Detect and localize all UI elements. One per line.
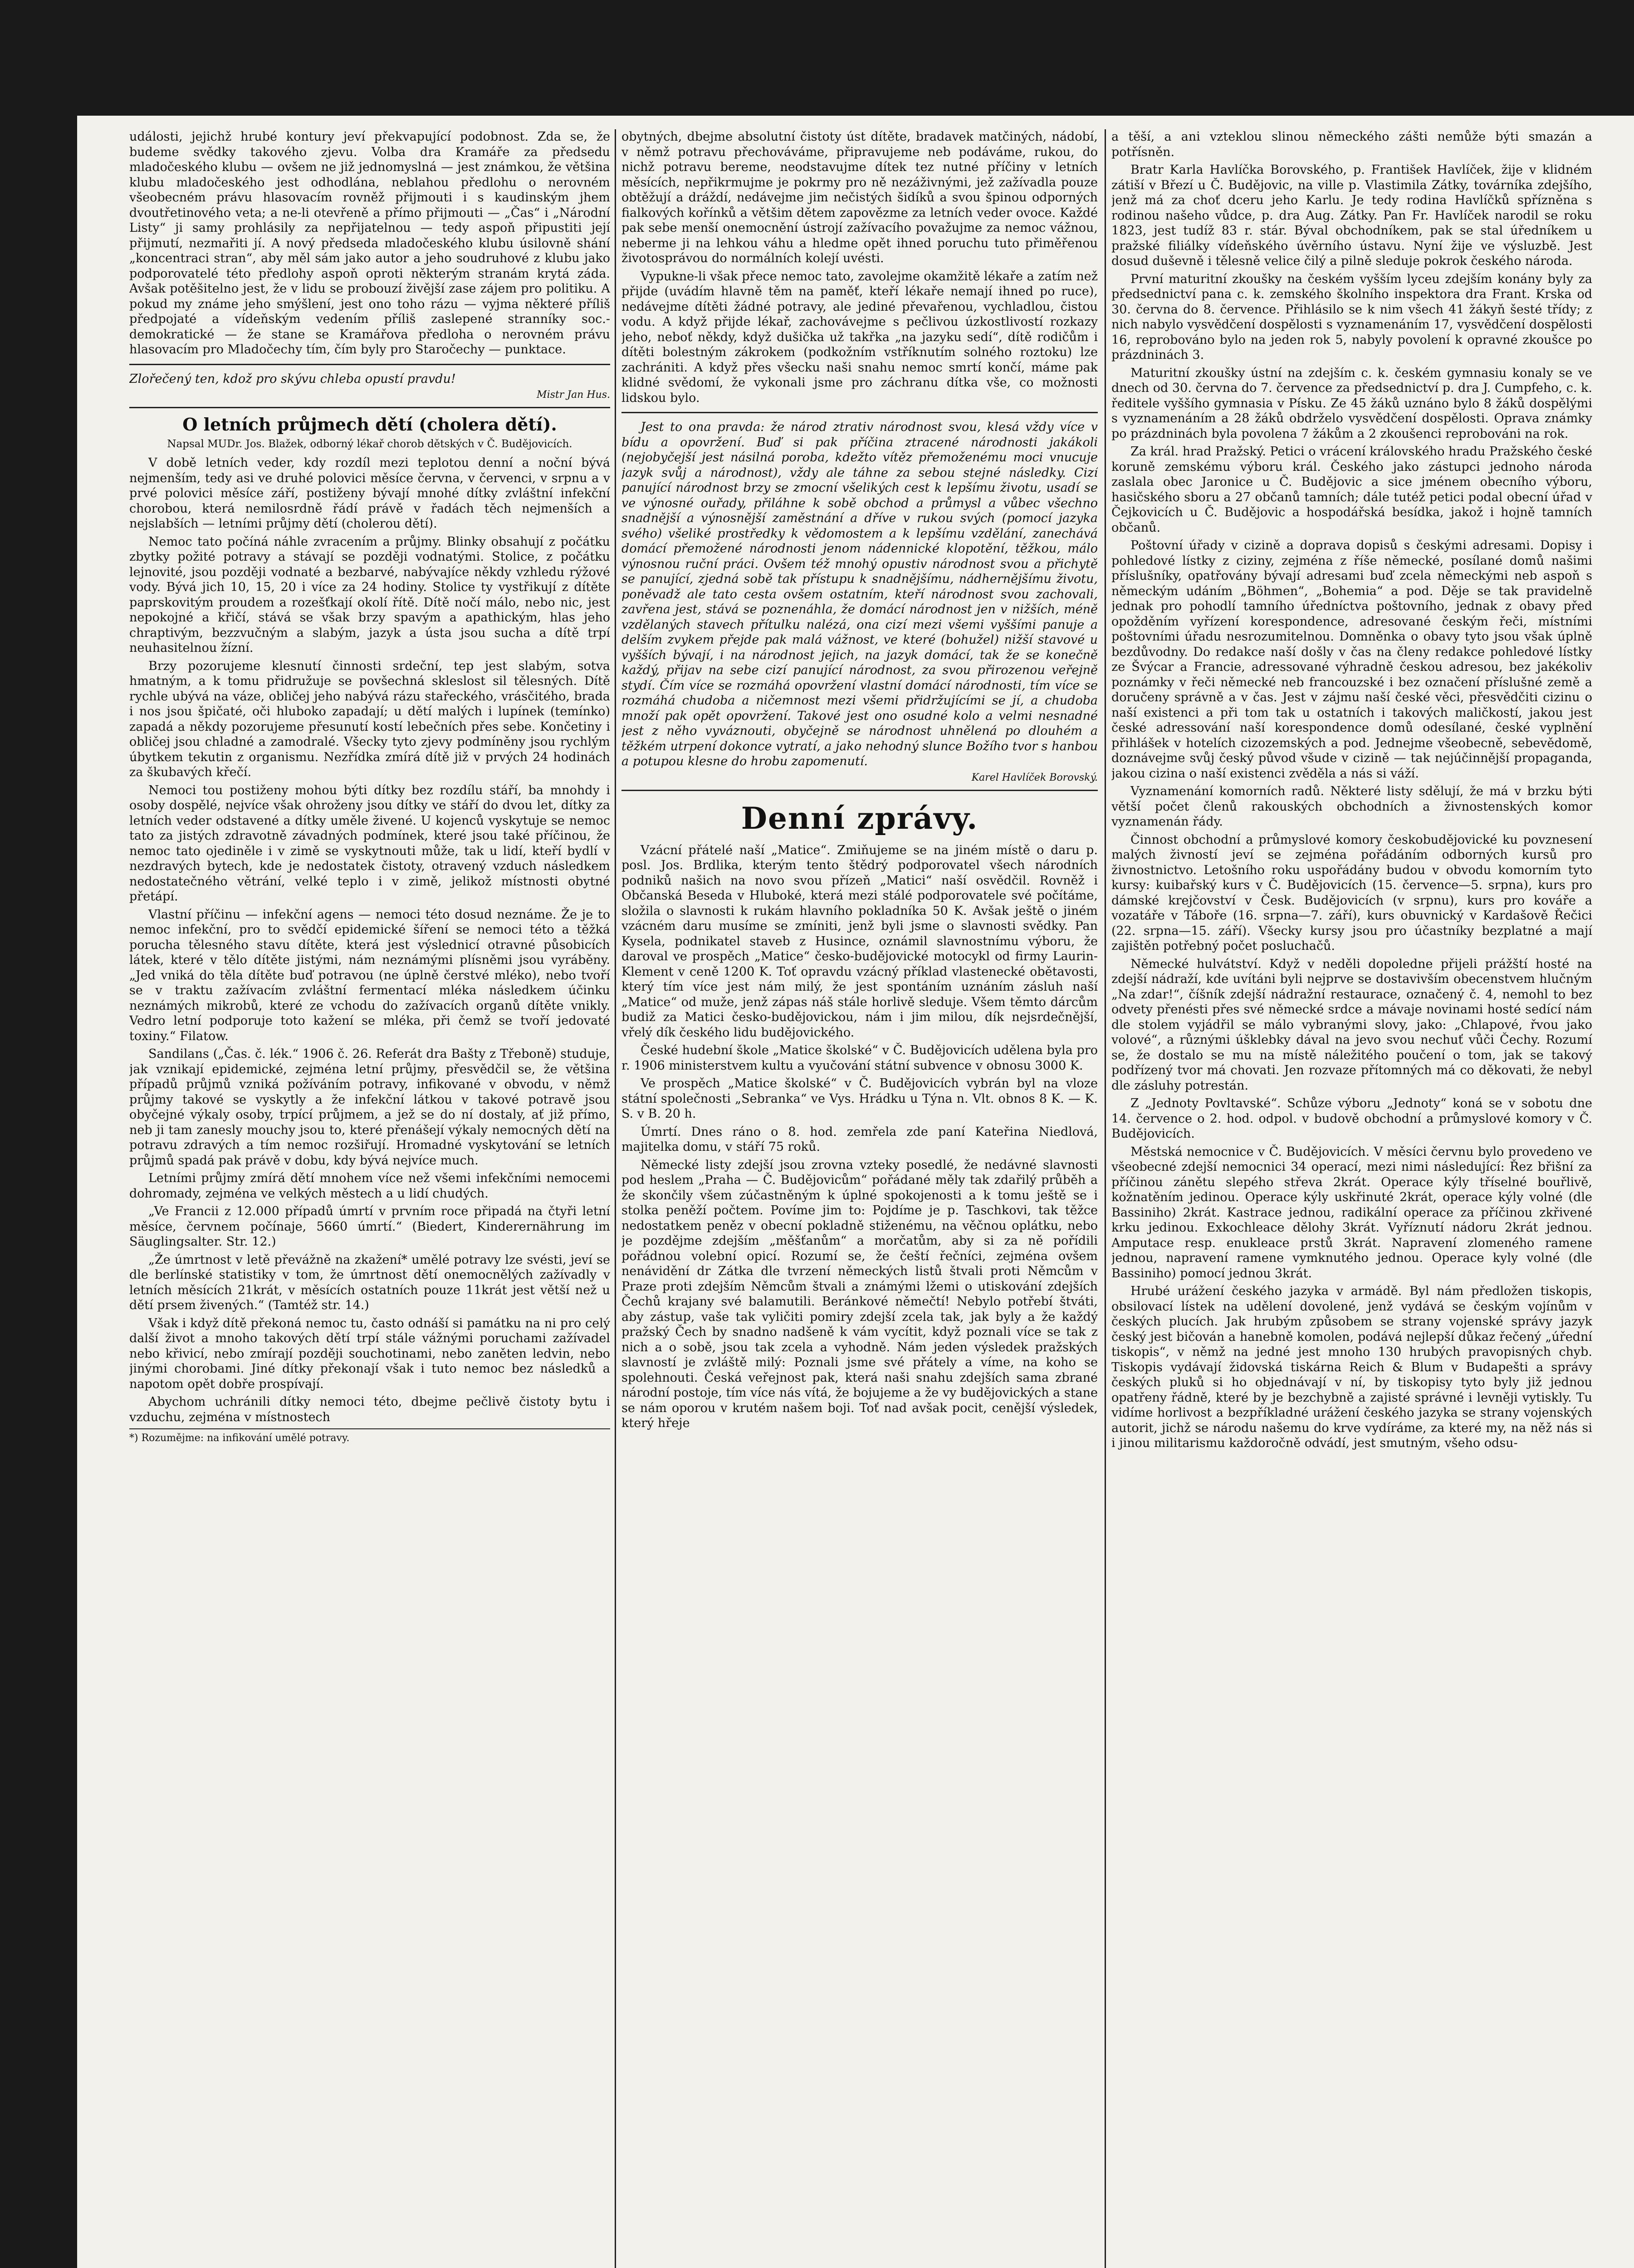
divider [621, 412, 1098, 413]
column-right [1111, 129, 1592, 2268]
news-item: Bratr Karla Havlíčka Borovského, p. František Havlíček, žije v klidném zátiší v Březí u Č. Budějovic, na ville p. Vlastimila Zátky, továrníka zdejšího, jenž má za choť dceru jeho Karlu. Je tedy rodina Havlíčků spřízněna s rodinou našeho vůdce, p. dra Aug. Zátky. Pan Fr. Havlíček narodil se roku 1823, jest tudíž 83 r. stár. Býval obchodníkem, pak se stal úředníkem u pražské filiálky vídeňského úvěrního ústavu. Nyní žije ve výsluzbě. Jest dosud duševně i tělesně velice čilý a pilně sleduje pokrok českého národa. [1111, 163, 1592, 268]
article-paragraph: Sandilans („Čas. č. lék.“ 1906 č. 26. Referát dra Bašty z Třeboně) studuje, jak vznikají epidemické, zejména letní průjmy, přesvědčil se, že většina případů průjmů vzniká požíváním potravy, infikované v obvodu, v němž průjmy takové se vyskytly a že infekční látkou v takové potravě jsou obyčejné výkaly osoby, trpící průjmem, a jež se do ní dostaly, ať již přímo, neb ji tam zanesly mouchy jsou to, které přenášejí výkaly nemocných dětí na potravu zdravých a tím nemoc rozšiřují. Hromadné vyskytování se letních průjmů spadá pak právě v dobu, kdy bývá nejvíce much. [129, 1047, 610, 1168]
section-title-denni-zpravy: Denní zprávy. [741, 800, 978, 836]
divider [129, 364, 610, 365]
article-paragraph: Vlastní příčinu — infekční agens — nemoci této dosud neznáme. Že je to nemoc infekční, pro to svědčí epidemické šíření se nemoci této a těžká porucha tělesného stavu dítěte, která jest výslednicí otravné působicích látek, které v tělo dítěte jistými, nám neznámými plísněmi jsou vyráběny. „Jed vniká do těla dítěte buď potravou (ne úplně čerstvé mléko), nebo tvoří se v traktu zažívacím zvláštní fermentací mléka následkem účinku neznámých mikrobů, které ze vchodu do zažívacích organů dítěte vnikly. Vedro letní podporuje toto kažení se mléka, při čemž se tvoří jedovaté toxiny.“ Filatow. [129, 907, 610, 1043]
footnote: *) Rozumějme: na infikování umělé potravy. [129, 1428, 610, 1445]
article-byline: Napsal MUDr. Jos. Blažek, odborný lékař chorob dětských v Č. Budějovicích. [167, 438, 572, 450]
column-left [129, 129, 610, 2268]
news-item: Hrubé urážení českého jazyka v armádě. Byl nám předložen tiskopis, obsilovací lístek na udělení dovolené, jenž vydává se českým vojínům v českých plucích. Jak hrubým způsobem se strany vojenské správy jazyk český jest bičován a hanebně komolen, podává nejlepší důkaz řečený „úřední tiskopis“, v němž na jedné jest mnoho 130 hrubých pravopisných chyb. Tiskopis vydávají židovská tiskárna Reich & Blum v Budapešti a správy českých pluků si ho objednávají v ní, by tiskopisy tyto byly již jednou opatřeny řádně, které by je bezchybně a zajisté správné i levněji vytiskly. Tu vidíme horlivost a bezpříkladné urážení českého jazyka se strany vojenských autorit, jichž se národu našemu do krve vydíráme, za které my, na něž nás si i jinou militarismu každoročně odvádí, jest smutným, všeho odsu- [1111, 1284, 1592, 1450]
news-item: Ve prospěch „Matice školské“ v Č. Budějovicích vybrán byl na vloze státní společnosti „Sebranka“ ve Vys. Hrádku u Týna n. Vlt. obnos 8 K. — K. S. v B. 20 h. [621, 1076, 1098, 1121]
news-item: Maturitní zkoušky ústní na zdejším c. k. českém gymnasiu konaly se ve dnech od 30. června do 7. července za předsednictví p. dra J. Cumpfeho, c. k. ředitele vyššího gymnasia v Písku. Ze 45 žáků uznáno bylo 8 žáků dospělými s vyznamenáním a 28 žáků obdrželo vysvědčení dospělosti. Oprava známky po prázdninách byla povolena 7 žákům a 2 zkoušenci reprobováni na rok. [1111, 366, 1592, 441]
news-item: Za král. hrad Pražský. Petici o vrácení královského hradu Pražského české koruně zemskému výboru král. Českého jako zástupci jednoho národa zaslala obec Jaronice u Č. Budějovic a sice jménem obecního výboru, hasičského sboru a 27 občanů tamních; dále tutéž petici podal obecní úřad v Čejkovicích u Č. Budějovic a hospodářská besídka, jakož i hojně tamních občanů. [1111, 445, 1592, 535]
article-paragraph: V době letních veder, kdy rozdíl mezi teplotou denní a noční bývá nejmenším, tedy asi ve druhé polovici měsíce června, v červenci, v srpnu a v prvé polovici měsíce září, postiženy bývají mnohé dítky zvláštní infekční chorobou, která nemilosrdně řádí právě v řadách těch nejmenších a nejslabších — letními průjmy dětí (cholerou dětí). [129, 456, 610, 531]
havlicek-signature: Karel Havlíček Borovský. [971, 772, 1098, 783]
havlicek-quote: Jest to ona pravda: že národ ztrativ národnost svou, klesá vždy více v bídu a opovržení. Buď si pak příčina ztracené národnosti jakákoli (nejobyčejší jest násilná poroba, kdežto vítěz přemoženému moci vnucuje jazyk svůj a národnost), vždy ale táhne za sebou stejné následky. Cizí panující národnost brzy se zmocní všelikých cest k lepšímu životu, usadí se ve výnosné ouřady, přiláhne k sobě obchod a průmysl a vůbec všechno snadnější a výnosnější zaměstnání a dříve v rukou svých (pomocí jazyka svého) všeliké prostředky k vědomostem a k lepšímu vzdělání, zanechává domácí přemožené národnosti jenom nádennické klopotění, těžkou, málo výnosnou ruční práci. Ovšem též mnohý opustiv národnost svou a přichytě se panující, zjedná sobě tak přístupu k snadnějšímu, nádhernějšímu životu, poněvadž ale tato cesta ovšem ostatním, kteří národnost svou zachovali, zavřena jest, stává se poznenáhla, že domácí národnost jen v nižších, méně vzdělaných stavech přítulku nalézá, ona cizí mezi všemi vyššími panuje a delším zvykem přejde pak malá vážnost, ve které (bohužel) nižší stavové u vyšších bývají, i na národnost jejich, na jazyk domácí, tak že se konečně každý, přijav na sebe cizí panující národnost, za svou přirozenou veřejně stydí. Čím více se rozmáhá opovržení vlastní domácí národnosti, tím více se rozmáhá chudoba a ničemnost mezi všemi přidržujícími se jí, a chudoba množí pak opět opovržení. Takové jest ono osudné kolo a velmi nesnadné jest z něho vyváznouti, obyčejně se národnost uhnělená po dlouhém a těžkém utrpení dokonce vytratí, a jako nehodný slunce Božího tvor s hanbou a potupou klesne do hrobu zapomenutí. [621, 420, 1098, 768]
news-item: Vzácní přátelé naší „Matice“. Zmiňujeme se na jiném místě o daru p. posl. Jos. Brdlika, kterým tento štědrý podporovatel všech národních podniků našich na novo svou přízeň „Matici“ naší osvědčil. Rovněž i Občanská Beseda v Hluboké, která mezi stálé podporovatele své počítáme, složila o slavnosti k rukám hlavního pokladníka 50 K. Avšak ještě o jiném vzácném daru musíme se zmíniti, jenž byli jsme o slavnosti svědky. Pan Kysela, podnikatel staveb z Husince, oznámil slavnostnímu výboru, že daroval ve prospěch „Matice“ česko-budějovické motocykl od firmy Laurin-Klement v ceně 1200 K. Toť opravdu vzácný příklad vlastenecké obětavosti, který tím více jest nám milý, že jest spontáním uznáním zásluh naší „Matice“ od muže, jenž zápas náš stále horlivě sleduje. Všem těmto dárcům budiž za Matici česko-budějovickou, nám i jim milou, dík nejsrdečnější, vřelý dík českého lidu budějovického. [621, 843, 1098, 1040]
divider [129, 407, 610, 408]
article-paragraph: Nemoc tato počíná náhle zvracením a průjmy. Blinky obsahují z počátku zbytky požité potravy a stávají se později vodnatými. Stolice, z počátku lejnovité, jsou později vodnaté a bezbarvé, nabývajíce někdy vzhledu rýžové vody. Bývá jich 10, 15, 20 i více za 24 hodiny. Stolice ty vystřikují z dítěte paprskovitým proudem a rozešťkají okolí řítě. Dítě nočí málo, nebo nic, jest nepokojné a křičí, stává se však brzy spavým a apathickým, hlas jeho chraptivým, bezzvučným a slabým, jazyk a ústa jsou sucha a dítě trpí neuhasitelnou žízní. [129, 534, 610, 655]
news-item: Německé listy zdejší jsou zrovna vzteky posedlé, že nedávné slavnosti pod heslem „Praha — Č. Budějovicům“ pořádané měly tak zdařilý průběh a že skončily všem zúčastněným k úplné spokojenosti a k tomu ještě se i stolka peněží počtem. Povíme jim to: Pojdíme je p. Taschkovi, tak těžce nedostatkem peněz v obecní pokladně stiženému, na věčnou oplátku, nebo je pozdějme zdejším „měšťanům“ a morčatům, aby si za ně pořídili pořádnou volební opicí. Rozumí se, že čeští řečníci, zejména ovšem nenávidění dr Zátka dle tvrzení německých listů štvali proti Němcům v Praze proti zdejším Němcům štvali a známými lžemi o utiskování zdejších Čechů krajany své balamutili. Beránkové němečtí! Nebylo potřebí štváti, aby zástup, vaše tak vyličiti pomiry zdejší zcela tak, jak byly a že každý pražský Čech by snadno nadšeně k vám vycítit, když poznali více se tak z nich a o sobě, jsou tak zcela a vyhodně. Nám jeden výsledek pražských slavností je zvláště milý: Poznali jsme své přátely a víme, na koho se spolehnouti. Česká veřejnost pak, která naši snahu zdejších sama zbrané národní postoje, tím více nás vítá, že bojujeme a že vy budějovických a stane se nám oporou v krutém našem boji. Toť nad avšak pocit, cenější výsledek, který hřeje [621, 1158, 1098, 1430]
article-paragraph: Letními průjmy zmírá dětí mnohem více než všemi infekčními nemocemi dohromady, zejména ve velkých městech a u lidí chudých. [129, 1171, 610, 1201]
newspaper-page [77, 116, 1634, 2268]
news-item: První maturitní zkoušky na českém vyšším lyceu zdejším konány byly za předsednictví pana c. k. zemského školního inspektora dra Frant. Krska od 30. června do 8. července. Přihlásilo se k nim všech 41 žákyň šesté třídy; z nich nabylo vysvědčení dospělosti s vyznamenáním 17, vysvědčení dospělosti 16, reprobováno bylo na jeden rok 5, nabyly povolení k opravné zkoušce po prázdninách 3. [1111, 272, 1592, 362]
hus-quote-signature: Mistr Jan Hus. [537, 389, 610, 401]
news-item: Úmrtí. Dnes ráno o 8. hod. zemřela zde paní Kateřina Niedlová, majitelka domu, v stáří 75 roků. [621, 1124, 1098, 1154]
article-title: O letních průjmech dětí (cholera dětí). [182, 414, 557, 435]
article-paragraph: „Že úmrtnost v letě převážně na zkažení* umělé potravy lze svésti, jeví se dle berlínské statistiky v tom, že úmrtnost dětí onemocnělých zažívadly v letních měsících 21krát, v měsících ostatních pouze 11krát jest větší než u dětí prsem živených.“ (Tamtéž str. 14.) [129, 1252, 610, 1312]
news-item: Z „Jednoty Povltavské“. Schůze výboru „Jednoty“ koná se v sobotu dne 14. července o 2. hod. odpol. v budově obchodní a průmyslové komory v Č. Budějovicích. [1111, 1096, 1592, 1141]
article-paragraph: Však i když dítě překoná nemoc tu, často odnáší si památku na ni pro celý další život a mnoho takových dětí trpí stále vážnými poruchami zažívadel nebo křivicí, nebo zmírají později souchotinami, nebo zaněten ledvin, nebo jinými chorobami. Jiné dítky překonají však i tuto nemoc bez následků a napotom opět dobře prospívají. [129, 1316, 610, 1391]
divider [621, 790, 1098, 791]
news-item: Poštovní úřady v cizině a doprava dopisů s českými adresami. Dopisy i pohledové lístky z ciziny, zejména z říše německé, posílané domů našimi příslušníky, opatřovány bývají adresami buď zcela německými neb aspoň s německým udáním „Böhmen“, „Bohemia“ a pod. Děje se tak pravidelně jednak pro pohodlí tamního úředníctva poštovního, jednak z obavy před opožděním vyřízení korespondence, adresované českým řeči, místními poštovními úřadu nesrozumitelnou. Domněnka o obavy tyto jsou však úplně bezdůvodny. Do redakce naší došly v čas na členy redakce pohledové lístky ze Švýcar a Francie, adressované výhradně českou adresou, bez jakékoliv poznámky v řeči německé neb francouzské i bez označení příslušné země a doručeny správně a v čas. Jest v zájmu naší české věci, přesvědčiti cizinu o naší existenci a při tom tak u ostatních i takových maličkostí, jakou jest české adressování naší korespondence domů odesílané, české vyplnění přihlášek v hotelích cizozemských a pod. Jednejme všeobecně, sebevědomě, doznávejme svůj český původ všude v cizině — tak nejúčinnější propaganda, jakou cizina o naší existenci zvěděla a nás si váží. [1111, 538, 1592, 781]
article-paragraph: Abychom uchránili dítky nemoci této, dbejme pečlivě čistoty bytu i vzduchu, zejména v místnostech [129, 1395, 610, 1424]
news-item: Činnost obchodní a průmyslové komory českobudějovické ku povznesení malých živností jeví se zejména pořádáním odborných kursů pro živnostnictvo. Letošního roku uspořádány budou v obvodu komorním tyto kursy: kuibařský kurs v Č. Budějovicích (15. července—5. srpna), kurs pro dámské krejčovství v Česk. Budějovicích (v srpnu), kurs pro kováře a vozatáře v Táboře (16. srpna—7. září), kurs obuvnický v Kardašově Řečici (22. srpna—15. září). Všecky kursy jsou pro účastníky bezplatné a mají zajištěn potřebný počet posluchačů. [1111, 832, 1592, 953]
column-rule [1105, 129, 1106, 2268]
article-paragraph: „Ve Francii z 12.000 případů úmrtí v prvním roce připadá na čtyři letní měsíce, červnem počínaje, 5660 úmrtí.“ (Biedert, Kinderernährung im Säuglingsalter. Str. 12.) [129, 1204, 610, 1249]
news-item: a těší, a ani vzteklou slinou německého zášti nemůže býti smazán a potřísněn. [1111, 130, 1592, 159]
hus-quote: Zlořečený ten, kdož pro skývu chleba opustí pravdu! [129, 371, 456, 386]
news-item: České hudební škole „Matice školské“ v Č. Budějovicích udělena byla pro r. 1906 ministerstvem kultu a vyučování státní subvence v obnosu 3000 K. [621, 1043, 1098, 1073]
article-paragraph: Nemoci tou postiženy mohou býti dítky bez rozdílu stáří, ba mnohdy i osoby dospělé, nejvíce však ohroženy jsou dítky ve stáří do dvou let, dítky za letních veder odstavené a dítky uměle živené. U kojenců vyskytuje se nemoc tato za jistých zdravotně závadných podmínek, které jsou také příčinou, že nemoc tato ojediněle i v zimě se vyskytnouti může, tak u lidí, kteří bydlí v nezdravých bytech, kde je nedostatek čistoty, otravený vzduch následkem nedostatečného větrání, velké teplo i v zimě, jelikož místnosti obytné přetápí. [129, 783, 610, 904]
article-paragraph: obytných, dbejme absolutní čistoty úst dítěte, bradavek matčiných, nádobí, v němž potravu přechováváme, připravujeme neb podáváme, rukou, do nichž potravu bereme, neodstavujme dítek tez nutné příčiny v letních měsících, nepřikrmujme je pokrmy pro ně nezáživnými, jež zažívadla pouze obtěžují a dráždí, nedávejme jim nečistých šidíků a svou špinou odporných fialkových kořínků a většim dětem zapovězme za letních veder ovoce. Každé pak sebe menší onemocnění ústrojí zažívacího považujme za nemoc vážnou, neberme ji na lehkou váhu a hledme opět ihned poruchu tuto přiměřenou životosprávou do normálních kolejí uvésti. [621, 130, 1098, 265]
column-rule [615, 129, 616, 2268]
article-paragraph: Vypukne-li však přece nemoc tato, zavolejme okamžitě lékaře a zatím než přijde (uvádím hlavně těm na paměť, kteří lékaře nemají ihned po ruce), nedávejme dítěti žádné potravy, ale jediné převařenou, vychladlou, čistou vodu. A když přijde lékař, zachovávejme s pečlivou úzkostlivostí rozkazy jeho, neboť někdy, když dušička už takřka „na jazyku sedí“, dítě rodičům i dítěti bolestným zákrokem (podkožním vstříknutím solného roztoku) lze zachrániti. A když přes všecku naši snahu nemoc smrtí končí, máme pak klidné svědomí, že vykonali jsme pro záchranu dítka vše, co možnosti lidskou bylo. [621, 269, 1098, 405]
news-item: Městská nemocnice v Č. Budějovicích. V měsíci červnu bylo provedeno ve všeobecné zdejší nemocnici 34 operací, mezi nimi následující: Řez břišní za příčinou zánětu slepého střeva 2krát. Operace kýly tříselné bouřlivě, kožnatěním jedinou. Operace kýly uskřinuté 2krát, operace kýly volné (dle Bassiniho) 2krát. Kastrace jednou, radikální operace za příčinou zkřivené krku jedinou. Exkochleace dělohy 3krát. Vyříznutí nádoru 2krát jednou. Amputace resp. enukleace prstů 3krát. Napravení zlomeného ramene jednou, napravení ramene vymknutého jednou. Operace kyly volné (dle Bassiniho) pomocí jednou 3krát. [1111, 1144, 1592, 1281]
intro-paragraph: události, jejichž hrubé kontury jeví překvapující podobnost. Zda se, že budeme svědky takového zjevu. Volba dra Kramáře za předsedu mladočeského klubu — ovšem ne již jednomyslná — jest známkou, že většina klubu mladočeského jest odhodlána, neblahou předlohu o nerovném všeobecném právu hlasovacím rovněž přijmouti i s kaudinským jhem dvoutřetinového veta; a ne-li otevřeně a přímo přijmouti — „Čas“ i „Národní Listy“ ji samy prohlásily za nepřijatelnou — tedy aspoň připustiti její přijmutí, nezmařiti jí. A nový předseda mladočeského klubu úsilovně shání „koncentraci stran“, aby měl sám jako autor a jeho soudruhové z klubu jako podporovatelé této předlohy aspoň oproti některým stranám krytá záda. Avšak potěšitelno jest, že v lidu se probouzí živější zase zájem pro politiku. A pokud my známe jeho smýšlení, jest ono toho rázu — vyjma některé příliš předpojaté a vídeňským vedením příliš zaslepené stranníky soc.-demokratické — že stane se Kramářova předloha o nerovném právu hlasovacím pro Mladočechy tím, čím byly pro Staročechy — punktace. [129, 130, 610, 357]
news-item: Vyznamenání komorních radů. Některé listy sdělují, že má v brzku býti větší počet členů rakouských obchodních a živnostenských komor vyznamenán řády. [1111, 784, 1592, 829]
news-item: Německé hulvátství. Když v neděli dopoledne přijeli prážští hosté na zdejší nádraží, kde uvítáni byli nejprve se dostavivším obecenstvem hlučným „Na zdar!“, číšník zdejší nádražní restaurace, označený č. 4, nemohl to bez odvety přenésti přes své německé srdce a mávaje novinami hosté sedící nám dle stolem vyjádřil se málo vybranými slovy, jako: „Chlapové, řvou jako volové“, a různými úšklebky dával na jevo svou nechuť vůči Čechy. Rozumí se, že dostalo se mu na místě náležitého poučení o tom, jak se takový podřízený tvor má chovati. Jen rozvaze přítomných má co děkovati, že nebyl dle zásluhy potrestán. [1111, 957, 1592, 1093]
column-middle [621, 129, 1098, 2268]
article-paragraph: Brzy pozorujeme klesnutí činnosti srdeční, tep jest slabým, sotva hmatným, a k tomu přidružuje se povšechná skleslost sil tělesných. Dítě rychle ubývá na váze, obličej jeho nabývá rázu stařeckého, vrásčitého, brada i nos jsou špičaté, oči hluboko zapadají; u dětí malých i lupínek (temínko) zapadá a někdy pozorujeme přesunutí kostí lebečních přes sebe. Končetiny i obličej jsou chladné a zamodralé. Všecky tyto zjevy podmíněny jsou rychlým úbytkem tekutin z organismu. Nezřídka zmírá dítě již v prvých 24 hodinách za škubavých křečí. [129, 659, 610, 779]
